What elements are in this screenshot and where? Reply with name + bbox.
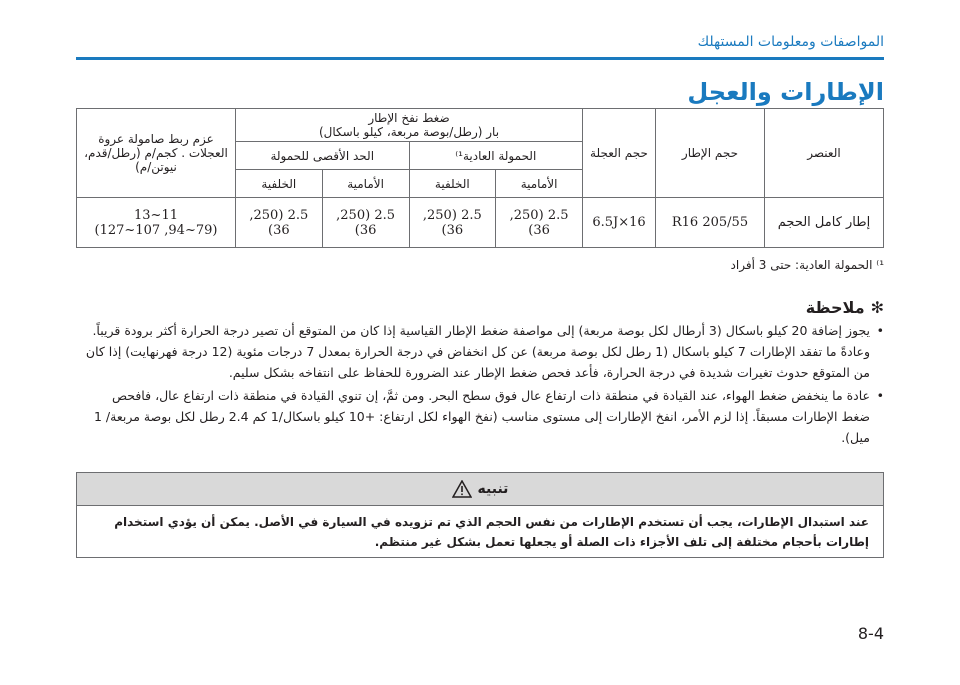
note-bullet-list <box>84 320 884 450</box>
header-normal-load: الحمولة العادية¹⁾ <box>409 142 582 170</box>
warning-triangle-icon <box>452 480 472 498</box>
cell-item: إطار كامل الحجم <box>765 198 884 248</box>
note-heading <box>806 298 884 317</box>
list-item: • عادة ما ينخفض ضغط الهواء، عند القيادة في منطقة ذات ارتفاع عال فوق سطح البحر. ومن ثمَّ، إن تنوي القيادة في منطقة ذات ارتفاع عال، فافحص ضغط الإطارات مسبقاً. إذا لزم الأمر، انفخ الإطارات إلى مستوى مناسب (نفخ الهواء لكل ارتفاع: +10 كيلو باسكال/1 كم 2.4 رطل لكل بوصة مربعة/ 1 ميل). <box>84 385 884 448</box>
header-tire-size: حجم الإطار <box>656 109 765 198</box>
section-title: الإطارات والعجل <box>687 78 884 106</box>
table-row <box>77 198 884 248</box>
asterisk-icon: ✻ <box>870 298 884 317</box>
tire-spec-table <box>76 108 884 248</box>
page-number: 8-4 <box>857 624 884 643</box>
header-divider <box>76 57 884 60</box>
caution-heading: تنبيه <box>477 481 509 497</box>
torque-value-kgm: 11~13 <box>134 207 178 223</box>
footnote: ¹⁾ الحمولة العادية: حتى 3 أفراد <box>730 258 884 272</box>
header-normal-front: الأمامية <box>496 170 583 198</box>
cell-wheel-size: 6.5J×16 <box>583 198 656 248</box>
cell-normal-front: 2.5 (250, 36) <box>496 198 583 248</box>
header-normal-rear: الخلفية <box>409 170 496 198</box>
cell-max-front: 2.5 (250, 36) <box>322 198 409 248</box>
header-max-load: الحد الأقصى للحمولة <box>236 142 410 170</box>
header-max-front: الأمامية <box>322 170 409 198</box>
caution-box <box>76 472 884 558</box>
caution-header <box>77 473 883 506</box>
header-title: المواصفات ومعلومات المستهلك <box>697 34 884 50</box>
caution-text: عند استبدال الإطارات، يجب أن تستخدم الإطارات من نفس الحجم الذي تم تزويده في السيارة في الأصل. يمكن أن يؤدي استخدام إطارات بأحجام مختلفة إلى تلف الأجزاء ذات الصلة أو يجعلها تعمل بشكل غير منتظم. <box>114 515 869 549</box>
header-wheel-size: حجم العجلة <box>583 109 656 198</box>
header-torque: عزم ربط صامولة عروة العجلات . كجم/م (رطل/قدم، نيوتن/م) <box>77 109 236 198</box>
cell-normal-rear: 2.5 (250, 36) <box>409 198 496 248</box>
list-item: • يجوز إضافة 20 كيلو باسكال (3 أرطال لكل بوصة مربعة) إلى مواصفة ضغط الإطار القياسية إذا كان من المتوقع أن تصير درجة الحرارة أكثر برودة قريباً. وعادةً ما تفقد الإطارات 7 كيلو باسكال (1 رطل لكل بوصة مربعة) عن كل انخفاض في درجة الحرارة بمعدل 7 درجات مئوية (12 درجة فهرنهايت) إذا كان من المتوقع حدوث تغيرات شديدة في درجة الحرارة، فأعد فحص ضغط الإطار عند الضرورة للحفاظ على انتفاخه بشكل سليم. <box>84 320 884 383</box>
header-pressure: ضغط نفخ الإطار بار (رطل/بوصة مربعة، كيلو باسكال) <box>236 109 583 142</box>
note-heading-label: ملاحظة <box>805 298 865 317</box>
header-item: العنصر <box>765 109 884 198</box>
header-max-rear: الخلفية <box>236 170 323 198</box>
torque-value-imperial: (79~94, 107~127) <box>94 222 218 238</box>
cell-tire-size: 205/55 R16 <box>656 198 765 248</box>
cell-max-rear: 2.5 (250, 36) <box>236 198 323 248</box>
cell-torque <box>77 198 236 248</box>
